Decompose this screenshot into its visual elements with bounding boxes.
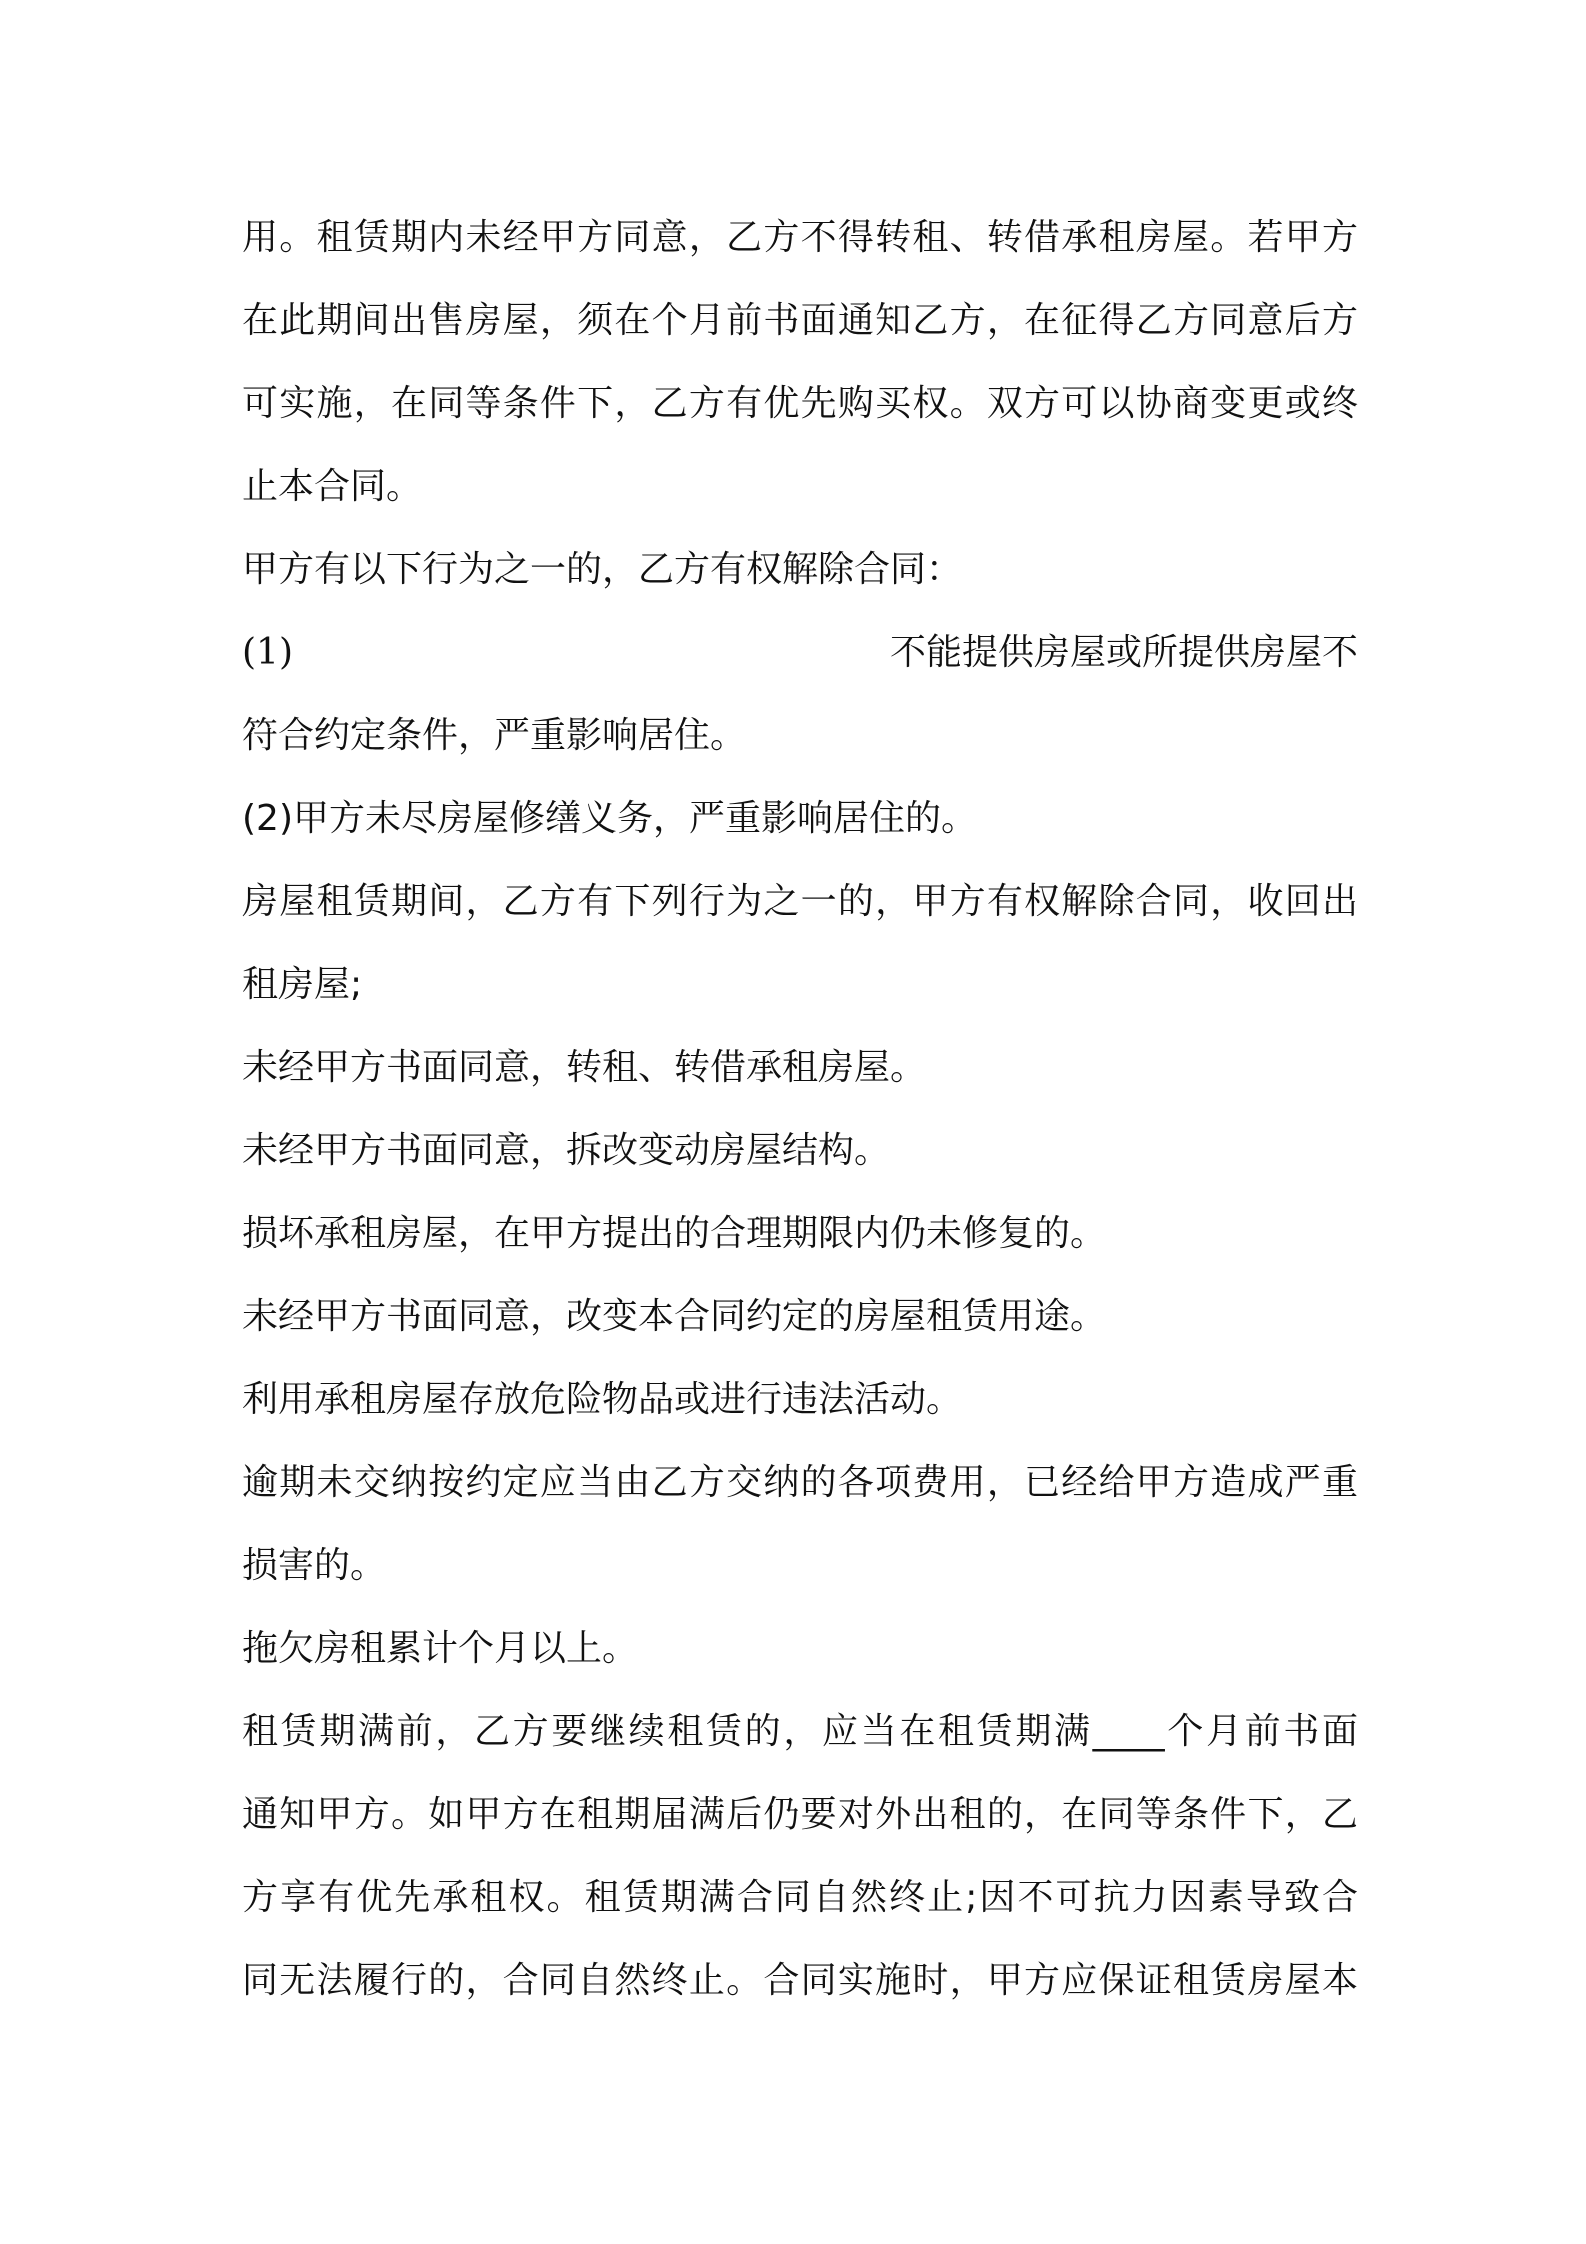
paragraph-line: 符合约定条件，严重影响居住。 xyxy=(242,715,747,756)
paragraph-line: 损害的。 xyxy=(242,1545,387,1586)
list-marker: (1) xyxy=(242,632,293,673)
paragraph-line: (2)甲方未尽房屋修缮义务，严重影响居住的。 xyxy=(242,798,977,839)
paragraph-line: 房屋租赁期间，乙方有下列行为之一的，甲方有权解除合同，收回出 xyxy=(242,881,1358,922)
paragraph-line: 逾期未交纳按约定应当由乙方交纳的各项费用，已经给甲方造成严重 xyxy=(242,1462,1358,1503)
paragraph-line: 通知甲方。如甲方在租期届满后仍要对外出租的，在同等条件下，乙 xyxy=(242,1794,1358,1835)
paragraph-line: 未经甲方书面同意，改变本合同约定的房屋租赁用途。 xyxy=(242,1296,1107,1337)
paragraph-line: 未经甲方书面同意，拆改变动房屋结构。 xyxy=(242,1130,891,1171)
paragraph-line: 在此期间出售房屋，须在个月前书面通知乙方，在征得乙方同意后方 xyxy=(242,300,1358,341)
paragraph-line: 方享有优先承租权。租赁期满合同自然终止;因不可抗力因素导致合 xyxy=(242,1877,1358,1918)
paragraph-line: 租房屋; xyxy=(242,964,363,1005)
paragraph-line: 未经甲方书面同意，转租、转借承租房屋。 xyxy=(242,1047,927,1088)
paragraph-line: 损坏承租房屋，在甲方提出的合理期限内仍未修复的。 xyxy=(242,1213,1107,1254)
paragraph-line: 利用承租房屋存放危险物品或进行违法活动。 xyxy=(242,1379,963,1420)
paragraph-line: 拖欠房租累计个月以上。 xyxy=(242,1628,639,1669)
list-item-text: 不能提供房屋或所提供房屋不 xyxy=(889,632,1358,673)
paragraph-line: 甲方有以下行为之一的，乙方有权解除合同： xyxy=(242,549,963,590)
paragraph-line: 用。租赁期内未经甲方同意，乙方不得转租、转借承租房屋。若甲方 xyxy=(242,217,1358,258)
paragraph-line: 可实施，在同等条件下，乙方有优先购买权。双方可以协商变更或终 xyxy=(242,383,1358,424)
list-item-1 xyxy=(242,611,1358,694)
paragraph-line: 止本合同。 xyxy=(242,466,423,507)
contract-text xyxy=(242,196,1358,2022)
paragraph-line: 租赁期满前，乙方要继续租赁的，应当在租赁期满____个月前书面 xyxy=(242,1711,1358,1752)
paragraph-line: 同无法履行的，合同自然终止。合同实施时，甲方应保证租赁房屋本 xyxy=(242,1960,1358,2001)
